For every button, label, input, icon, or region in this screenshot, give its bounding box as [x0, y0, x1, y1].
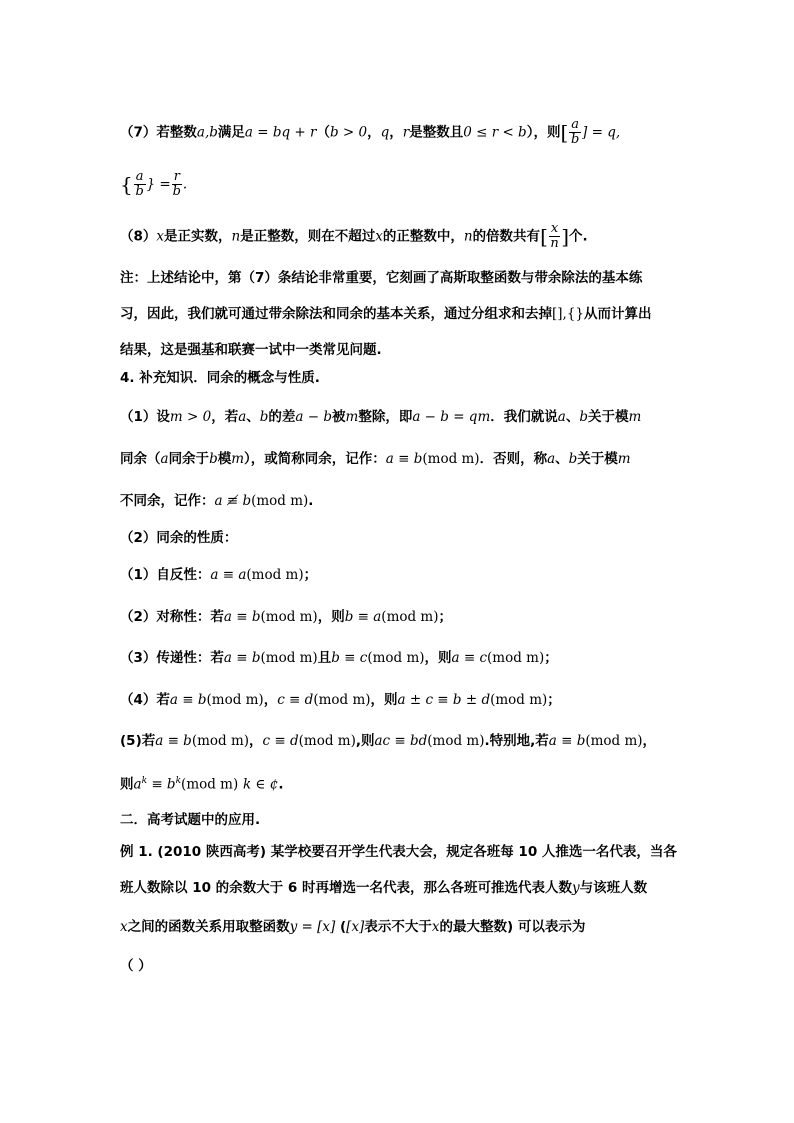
text-run: (mod m) [422, 451, 480, 467]
text-run: a − b [295, 409, 333, 425]
text-run: 、 [555, 451, 569, 467]
text-run: ，若 [211, 409, 239, 425]
text-run: c ≡ d [262, 733, 299, 749]
congruence-def-line2 [120, 449, 631, 469]
example1-line3 [120, 917, 585, 937]
text-run: b [568, 451, 578, 467]
property-addition [120, 690, 561, 710]
text-run: 同余（ [120, 451, 161, 467]
text-run: b ≡ a [344, 609, 382, 625]
text-run: a [238, 409, 247, 425]
text-run: ， [249, 733, 263, 749]
text-run: ，则 [317, 609, 345, 625]
section-2-title: 二．高考试题中的应用. [120, 812, 261, 828]
text-run: 不同余，记作： [120, 493, 215, 509]
text-run: ； [438, 609, 452, 625]
text-run: b [579, 409, 588, 425]
text-run: a − b = qm [412, 409, 491, 425]
text-run: (mod m) [381, 609, 439, 625]
properties-title: （2）同余的性质： [120, 530, 238, 546]
text-run: (mod m) [251, 493, 309, 509]
text-run: m [231, 451, 245, 467]
text-run: (mod m) [313, 692, 371, 708]
text-run: 、 [246, 409, 260, 425]
fraction-x-over-n: $\frac{x}{n}$ [550, 221, 559, 251]
text-run: a [547, 451, 556, 467]
text-run: 且 [317, 650, 332, 666]
text-run: ac ≡ bd [374, 733, 428, 749]
text-run: （1）设 [120, 409, 170, 425]
text-run: ），或简称同余，记作： [244, 451, 386, 467]
text-run: 关于模 [577, 451, 618, 467]
text-run: ,则 [355, 733, 375, 749]
text-run: 、 [565, 409, 580, 425]
text-run: ； [303, 567, 318, 583]
fraction-r-over-b: $\frac{r}{b}$ [172, 169, 181, 199]
text-run: m [628, 409, 642, 425]
example1-line1: 例 1. (2010 陕西高考) 某学校要召开学生代表大会，规定各班每 10 人推选一名代表，当各 [120, 844, 677, 860]
text-run: a [557, 409, 566, 425]
text-run: x [431, 919, 440, 935]
text-run: (mod m) [487, 650, 545, 666]
text-run: ， [642, 733, 657, 749]
text-run: (mod m) [260, 609, 318, 625]
item7-line1: （7）若整数a,b满足a = bq + r（b > 0，q，r是整数且0 ≤ r < b），则[ $\frac{a}{b}$ ] = q, [120, 117, 621, 147]
text-run: a ≡ c [451, 650, 488, 666]
text-run: 表示不大于 [364, 919, 432, 935]
text-run: a [160, 451, 169, 467]
text-run: m > 0 [169, 409, 212, 425]
text-run: (mod m) [427, 733, 485, 749]
text-run: 关于模 [587, 409, 629, 425]
text-run: a ≡ b [169, 692, 207, 708]
text-run: [x] [346, 919, 365, 935]
note-line1: 注：上述结论中，第（7）条结论非常重要，它刻画了高斯取整函数与带余除法的基本练 [120, 270, 643, 286]
item7-line2: { $\frac{a}{b}$ } = $\frac{r}{b}$ . [120, 169, 188, 199]
property-symmetric [120, 607, 452, 627]
text-run: .特别地,若 [484, 733, 549, 749]
congruence-def-line3 [120, 491, 313, 511]
text-run: (mod m) [260, 650, 318, 666]
text-run: 整除，即 [358, 409, 413, 425]
text-run: 之间的函数关系用取整函数 [127, 919, 290, 935]
text-run: . [308, 493, 314, 509]
text-run: (mod m) [585, 733, 643, 749]
text-run: (mod m) [206, 692, 264, 708]
text-run: (mod m) [490, 692, 548, 708]
text-run: m [345, 409, 359, 425]
property-power: 则$a^k \equiv b^k(mod$ m) k ∈ ¢. [120, 776, 284, 793]
text-run: ．否则，称 [479, 451, 548, 467]
text-run: （3）传递性：若 [120, 650, 224, 666]
text-run: (mod m) [191, 733, 250, 749]
text-run: a ≡ a [210, 567, 247, 583]
property-reflexive [120, 565, 317, 585]
text-run: a ± c ≡ b ± d [397, 692, 491, 708]
text-run: ( [335, 919, 347, 935]
item8-line: （8）x是正实数，n是正整数，则在不超过x的正整数中，n的倍数共有[ $\frac{x}{n}$ ]个. [120, 221, 588, 251]
property-multiplication [120, 731, 656, 751]
property-transitive [120, 648, 558, 668]
example1-line2: 班人数除以 10 的余数大于 6 时再增选一名代表，那么各班可推选代表人数y与该班人数 [120, 880, 648, 896]
text-run: (mod m) [367, 650, 425, 666]
text-run: b [209, 451, 218, 467]
text-run: a ≡ b [385, 451, 423, 467]
text-run: a ≡ b [223, 650, 261, 666]
text-run: ； [547, 692, 561, 708]
section-4-title: 4. 补充知识．同余的概念与性质. [120, 370, 320, 386]
note-line2: 习，因此，我们就可通过带余除法和同余的基本关系，通过分组求和去掉[],{}从而计算出 [120, 306, 652, 322]
fraction-a-over-b: $\frac{a}{b}$ [570, 117, 580, 147]
text-run: 同余于 [168, 451, 210, 467]
text-run: 模 [217, 451, 232, 467]
text-run: (5)若 [120, 733, 156, 749]
note-line3: 结果，这是强基和联赛一试中一类常见问题. [120, 342, 382, 358]
text-run: (mod m) [246, 567, 304, 583]
congruence-def-line1 [120, 407, 641, 427]
fraction-a-over-b: $\frac{a}{b}$ [135, 169, 144, 199]
text-run: (mod m) [298, 733, 356, 749]
text-run: ； [544, 650, 558, 666]
text-run: 的差 [268, 409, 296, 425]
text-run: c ≡ d [277, 692, 314, 708]
text-run: a ≢ b [214, 493, 252, 509]
text-run: ，则 [424, 650, 452, 666]
text-run: x [120, 919, 128, 935]
text-run: （4）若 [120, 692, 170, 708]
text-run: a ≡ b [155, 733, 192, 749]
text-run: m [617, 451, 631, 467]
text-run: ，则 [370, 692, 398, 708]
text-run: （2）对称性：若 [120, 609, 224, 625]
text-run: a ≡ b [223, 609, 261, 625]
text-run: ．我们就说 [490, 409, 558, 425]
text-run: 被 [332, 409, 346, 425]
text-run: （1）自反性： [120, 567, 211, 583]
text-run: a ≡ b [548, 733, 586, 749]
text-run: ， [263, 692, 278, 708]
answer-blank: （ ） [120, 958, 152, 974]
text-run: b ≡ c [331, 650, 368, 666]
text-run: 的最大整数) 可以表示为 [439, 919, 586, 935]
text-run: y = [x] [289, 919, 336, 935]
text-run: b [259, 409, 269, 425]
